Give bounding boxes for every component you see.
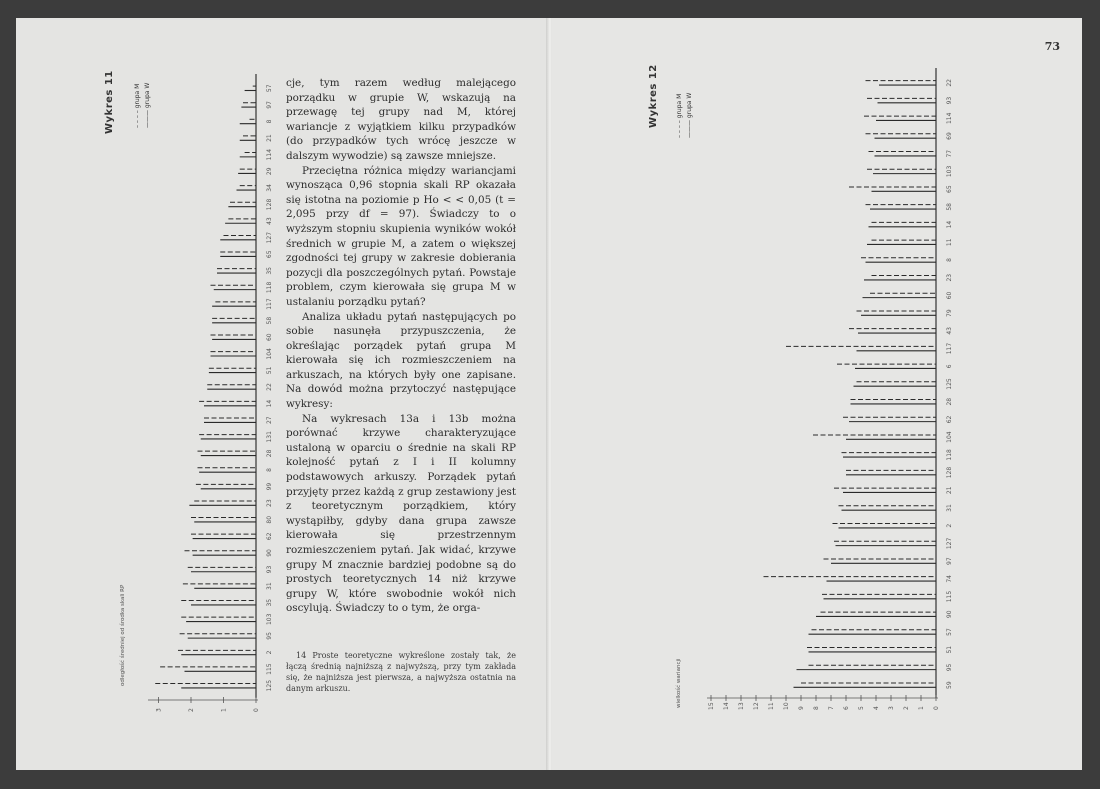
category-label: 118	[946, 449, 953, 461]
category-label: 118	[266, 281, 273, 294]
scale-tick-label: 0	[933, 706, 940, 710]
legend-w-label: grupa W	[144, 82, 151, 109]
category-label: 93	[946, 96, 953, 105]
category-label: 74	[946, 575, 953, 583]
scale-tick-label: 3	[155, 708, 163, 712]
category-label: 114	[266, 148, 273, 161]
category-label: 62	[266, 532, 273, 541]
scale-tick-label: 8	[813, 706, 820, 710]
category-label: 95	[266, 632, 273, 640]
legend-w-label: grupa W	[686, 92, 693, 119]
category-label: 27	[266, 416, 273, 425]
category-label: 117	[946, 342, 953, 355]
category-label: 77	[946, 149, 953, 158]
scale-tick-label: 15	[708, 702, 715, 710]
legend-w-right: ——— grupa W	[686, 92, 693, 138]
legend-m-right: – – – – grupa M	[676, 93, 683, 138]
category-label: 34	[266, 184, 273, 192]
footnote	[286, 650, 516, 694]
category-label: 35	[266, 267, 273, 275]
category-label: 65	[946, 185, 953, 193]
paragraph: cje, tym razem według malejącego porządku w grupie W, wskazują na przewagę tej grupy nad M, której wariancje z wyjątkiem kilku przypadków (do przypadków tych wrócę jeszcze w dalszym wywodzie) są zawsze mniejsze.	[286, 77, 516, 162]
paragraph: Na wykresach 13a i 13b można porównać krzywe charakteryzujące ustaloną w oparciu o średnie na skali RP kolejność pytań z I i II kolumny podstawowych arkuszy. Porządek pytań przyjęty przez każdą z grup zestawiony jest z teoretycznym porządkiem, który wystąpiłby, gdyby dana grupa zawsze kierowała się przestrzennym rozmieszczeniem pytań. Jak widać, krzywe grupy M znacznie bardziej podobne są do prostych teoretycznych 14 niż krzywe grupy W, które swobodnie wokół nich oscylują. Świadczy to o tym, że orga-	[286, 412, 516, 615]
category-label: 79	[946, 309, 953, 317]
category-label: 8	[266, 468, 273, 472]
body-text	[286, 76, 516, 616]
category-label: 115	[266, 663, 273, 675]
category-label: 128	[946, 466, 953, 479]
category-label: 21	[266, 134, 273, 142]
chart-title-right: Wykres 12	[648, 64, 659, 128]
category-label: 127	[266, 231, 273, 244]
footnote-text: 14 Proste teoretyczne wykreślone zostały tak, że łączą średnią najniższą z najwyższą, przy tym zakłada się, że najniższa jest pierwsza, a najwyższa ostatnia na danym arkuszu.	[286, 651, 516, 693]
category-label: 103	[266, 613, 273, 626]
category-label: 58	[266, 316, 273, 325]
category-label: 127	[946, 537, 953, 550]
scale-tick-label: 14	[723, 702, 730, 710]
category-label: 125	[266, 679, 273, 692]
right-page	[552, 18, 1082, 770]
category-label: 104	[266, 348, 273, 360]
category-label: 59	[946, 681, 953, 689]
page-number: 73	[1044, 40, 1060, 53]
category-label: 51	[946, 645, 953, 654]
scale-tick-label: 4	[873, 706, 880, 710]
category-label: 23	[266, 499, 273, 507]
scale-tick-label: 1	[220, 708, 228, 712]
category-label: 8	[266, 119, 273, 124]
category-label: 104	[946, 431, 953, 443]
scale-tick-label: 13	[738, 702, 745, 710]
category-label: 8	[946, 258, 953, 262]
category-label: 115	[946, 590, 953, 603]
category-label: 35	[266, 598, 273, 607]
scale-tick-label: 2	[188, 708, 195, 712]
category-label: 21	[946, 486, 953, 495]
category-label: 58	[946, 203, 953, 211]
category-label: 117	[266, 298, 273, 310]
category-label: 31	[266, 582, 273, 590]
category-label: 14	[946, 220, 953, 229]
category-label: 80	[266, 515, 273, 524]
category-label: 31	[946, 504, 953, 512]
category-label: 65	[266, 250, 273, 259]
category-label: 97	[946, 557, 953, 565]
category-label: 23	[946, 273, 953, 282]
category-label: 69	[946, 132, 953, 140]
category-label: 51	[266, 366, 273, 375]
legend-w-left: ——— grupa W	[144, 82, 151, 128]
scale-tick-label: 0	[253, 708, 260, 712]
category-label: 22	[266, 383, 273, 391]
legend-m-label: grupa M	[676, 93, 683, 119]
category-label: 22	[946, 79, 953, 87]
category-label: 57	[266, 84, 273, 93]
category-label: 90	[266, 549, 273, 557]
category-label: 43	[946, 327, 953, 335]
chart-right	[552, 18, 1082, 770]
category-label: 125	[946, 378, 953, 390]
category-label: 93	[266, 565, 273, 574]
category-label: 131	[266, 431, 273, 443]
legend-m-label: grupa M	[134, 83, 141, 109]
axis-caption-left: odległość średniej od środka skali RP	[120, 584, 126, 686]
category-label: 128	[266, 198, 273, 211]
category-label: 60	[946, 291, 953, 300]
category-label: 14	[266, 399, 273, 408]
category-label: 11	[946, 238, 953, 247]
category-label: 28	[266, 449, 273, 458]
category-label: 60	[266, 333, 273, 342]
scale-tick-label: 11	[768, 702, 775, 710]
category-label: 43	[266, 217, 273, 225]
category-label: 28	[946, 397, 953, 406]
chart-title-left: Wykres 11	[104, 70, 115, 134]
category-label: 103	[946, 165, 953, 178]
category-label: 57	[946, 628, 953, 636]
category-label: 97	[266, 101, 273, 109]
scale-tick-label: 12	[753, 702, 760, 710]
left-page	[16, 18, 548, 770]
category-label: 62	[946, 415, 953, 424]
paragraph: Analiza układu pytań następujących po sobie nasunęła przypuszczenia, że określając porządek pytań grupa M kierowała się ich rozmieszczeniem na arkuszach, na których były one zapisane. Na dowód można przytoczyć następujące wykresy:	[286, 310, 516, 411]
scale-tick-label: 3	[888, 706, 895, 710]
category-label: 90	[946, 610, 953, 619]
category-label: 29	[266, 167, 273, 176]
scale-tick-label: 1	[918, 706, 925, 710]
legend-m-left: – – – – grupa M	[134, 83, 141, 128]
axis-caption-right: wielkość wariancji	[676, 658, 682, 708]
scale-tick-label: 10	[783, 702, 790, 710]
scale-tick-label: 6	[843, 706, 850, 710]
category-label: 99	[266, 482, 273, 491]
scale-tick-label: 5	[858, 706, 865, 710]
category-label: 6	[946, 364, 953, 369]
category-label: 114	[946, 112, 953, 125]
scale-tick-label: 2	[903, 706, 910, 710]
scale-tick-label: 7	[828, 706, 835, 710]
paragraph: Przeciętna różnica między wariancjami wynosząca 0,96 stopnia skali RP okazała się istotna na poziomie p Ho < < 0,05 (t = 2,095 przy df = 97). Świadczy to o wyższym stopniu skupienia wyników wokół średnich w grupie M, a zatem o większej zgodności tej grupy w zakresie dobierania pozycji dla poszczególnych pytań. Powstaje problem, czym kierowała się grupa M w ustalaniu porządku pytań?	[286, 164, 516, 308]
category-label: 2	[946, 523, 953, 528]
category-label: 2	[266, 650, 273, 655]
category-label: 95	[946, 663, 953, 672]
scale-tick-label: 9	[798, 706, 805, 710]
